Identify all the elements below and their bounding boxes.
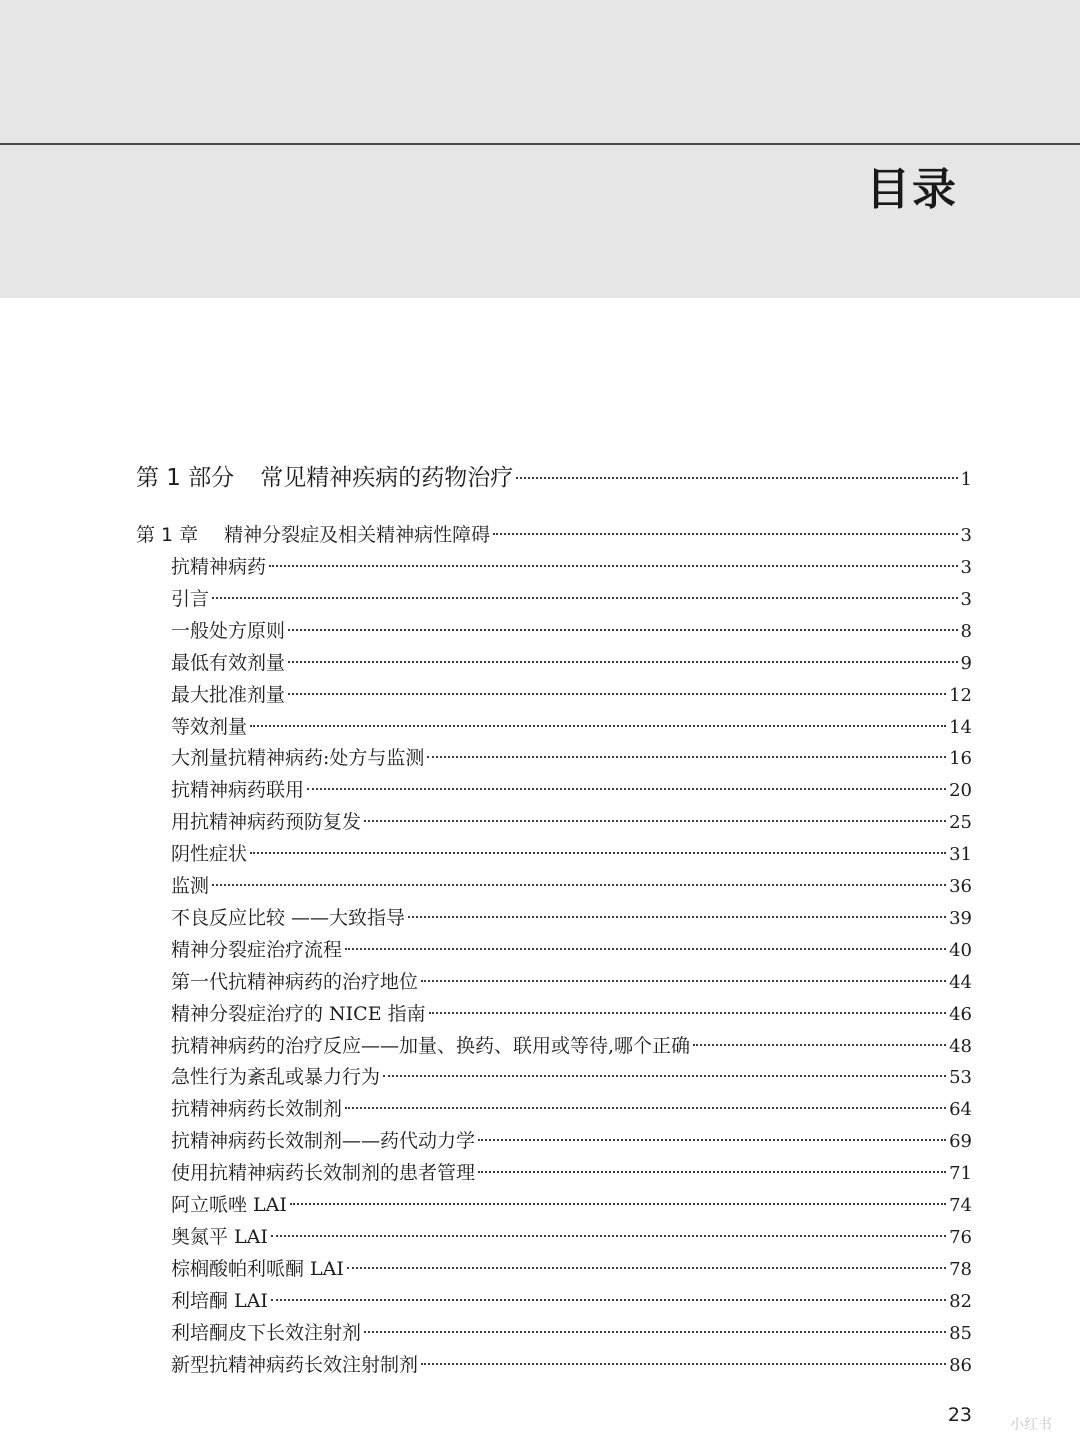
toc-entry-page: 74 (949, 1195, 972, 1216)
toc-entry-title: 奥氮平 LAI (171, 1225, 268, 1248)
toc-entry-page: 16 (949, 748, 972, 770)
toc-entry-page: 36 (949, 876, 972, 897)
toc-entry-page: 39 (949, 907, 972, 929)
toc-entry-title: 利培酮皮下长效注射剂 (171, 1321, 362, 1344)
dot-leader (421, 1363, 946, 1365)
dot-leader (421, 980, 946, 982)
toc-entry-page: 64 (949, 1099, 972, 1121)
toc-part-title: 常见精神疾病的药物治疗 (260, 465, 514, 491)
dot-leader (364, 1331, 946, 1333)
dot-leader (364, 820, 946, 822)
toc-entry-page: 71 (949, 1163, 972, 1185)
dot-leader (288, 661, 958, 663)
toc-entry[interactable] (171, 1350, 972, 1377)
toc-entry-page: 12 (949, 684, 972, 706)
toc-entry-title: 引言 (171, 587, 210, 610)
toc-entry-title: 抗精神病药长效制剂——药代动力学 (171, 1130, 476, 1153)
page-number: 23 (947, 1404, 972, 1426)
toc-entry[interactable] (171, 712, 972, 739)
toc-entry-page: 20 (949, 780, 972, 802)
toc-entry-page: 3 (960, 557, 972, 578)
toc-entry-page: 44 (949, 971, 972, 993)
toc-entry-page: 31 (949, 844, 972, 866)
toc-entry[interactable] (171, 1222, 972, 1249)
dot-leader (212, 884, 946, 886)
toc-entry[interactable] (171, 1094, 972, 1121)
toc-entry-page: 46 (949, 1003, 972, 1025)
toc-chapter-label (136, 520, 490, 547)
page-title: 目录 (866, 164, 958, 215)
toc-entry-title: 利培酮 LAI (171, 1289, 268, 1312)
dot-leader (693, 1044, 946, 1046)
toc-entry[interactable] (171, 1126, 972, 1153)
toc-entry-page: 25 (949, 812, 972, 834)
dot-leader (383, 1075, 946, 1077)
toc-entry[interactable] (171, 967, 972, 994)
toc-entry[interactable] (171, 1062, 972, 1089)
toc-chapter-row[interactable] (136, 520, 972, 547)
dot-leader (288, 693, 946, 695)
dot-leader (269, 565, 958, 567)
dot-leader (345, 948, 946, 950)
toc-entry-title: 抗精神病药的治疗反应——加量、换药、联用或等待,哪个正确 (171, 1034, 691, 1057)
toc-entry[interactable] (171, 871, 972, 898)
toc-entry-title: 新型抗精神病药长效注射制剂 (171, 1353, 419, 1376)
dot-leader (478, 1139, 946, 1141)
toc-entry-title: 急性行为紊乱或暴力行为 (171, 1066, 381, 1089)
toc-entry[interactable] (171, 616, 972, 643)
toc-entry-title: 用抗精神病药预防复发 (171, 811, 362, 834)
toc-entry-title: 阴性症状 (171, 843, 248, 866)
toc-entry[interactable] (171, 1190, 972, 1217)
toc-entry-title: 不良反应比较 ——大致指导 (171, 906, 406, 929)
dot-leader (212, 597, 958, 599)
toc-entry-title: 棕榈酸帕利哌酮 LAI (171, 1257, 344, 1280)
toc-entry-page: 85 (949, 1322, 972, 1344)
watermark-logo: 小红书 (1010, 1417, 1052, 1433)
toc-entry-title: 抗精神病药 (171, 556, 267, 578)
dot-leader (408, 916, 946, 918)
toc-entry[interactable] (171, 807, 972, 834)
toc-entry-title: 最低有效剂量 (171, 651, 286, 674)
toc-entry[interactable] (171, 903, 972, 930)
toc-entry[interactable] (171, 648, 972, 675)
toc-entry[interactable] (171, 743, 972, 770)
toc-entry[interactable] (171, 999, 972, 1026)
toc-entry[interactable] (171, 1158, 972, 1185)
dot-leader (307, 788, 946, 790)
toc-entry[interactable] (171, 680, 972, 707)
toc-entry-page: 3 (960, 588, 972, 610)
toc-entry-page: 48 (949, 1035, 972, 1057)
toc-part-row[interactable] (136, 459, 972, 492)
toc-entry-page: 9 (960, 652, 972, 674)
toc-part-label (136, 459, 513, 492)
toc-entry-title: 大剂量抗精神病药:处方与监测 (171, 747, 425, 770)
dot-leader (493, 533, 957, 535)
toc-entry[interactable] (171, 1031, 972, 1058)
toc-entry-title: 最大批准剂量 (171, 683, 286, 706)
toc-entry[interactable] (171, 584, 972, 611)
toc-entry[interactable] (171, 775, 972, 802)
toc-entry[interactable] (171, 1318, 972, 1345)
toc-entry-title: 精神分裂症治疗的 NICE 指南 (171, 1002, 426, 1025)
toc-entry-title: 抗精神病药长效制剂 (171, 1098, 343, 1121)
toc-entry-title: 一般处方原则 (171, 619, 286, 642)
dot-leader (345, 1107, 946, 1109)
toc-chapter-title: 精神分裂症及相关精神病性障碍 (224, 524, 491, 546)
toc-part-number: 第 1 部分 (136, 465, 235, 491)
toc-entry[interactable] (171, 1286, 972, 1313)
dot-leader (429, 1012, 946, 1014)
dot-leader (271, 1299, 946, 1301)
dot-leader (288, 629, 958, 631)
toc-entry[interactable] (171, 839, 972, 866)
toc-part-page: 1 (960, 469, 972, 490)
toc-chapter-page: 3 (960, 525, 972, 546)
toc-entry-title: 监测 (171, 875, 210, 897)
dot-leader (427, 756, 946, 758)
dot-leader (290, 1203, 946, 1205)
toc-entry-page: 76 (949, 1226, 972, 1248)
dot-leader (250, 852, 946, 854)
dot-leader (516, 477, 957, 479)
toc-entry-page: 53 (949, 1067, 972, 1089)
toc-entry[interactable] (171, 935, 972, 962)
dot-leader (347, 1267, 946, 1269)
toc-entry-page: 14 (949, 716, 972, 738)
toc-entry-title: 精神分裂症治疗流程 (171, 938, 343, 961)
toc-entry-page: 86 (949, 1354, 972, 1376)
toc-entry-title: 阿立哌唑 LAI (171, 1194, 287, 1216)
toc-entry[interactable] (171, 1254, 972, 1281)
toc-entry-title: 抗精神病药联用 (171, 779, 305, 802)
toc-entry-page: 78 (949, 1258, 972, 1280)
toc-entry-title: 第一代抗精神病药的治疗地位 (171, 970, 419, 993)
dot-leader (271, 1235, 946, 1237)
toc-entry-page: 82 (949, 1290, 972, 1312)
toc-entry-page: 40 (949, 939, 972, 961)
toc-chapter-number: 第 1 章 (136, 524, 199, 546)
toc-entry[interactable] (171, 552, 972, 579)
toc-entry-page: 69 (949, 1131, 972, 1153)
dot-leader (250, 725, 946, 727)
dot-leader (478, 1171, 946, 1173)
toc-entry-title: 等效剂量 (171, 715, 248, 738)
toc-entry-title: 使用抗精神病药长效制剂的患者管理 (171, 1162, 476, 1185)
toc-entry-page: 8 (960, 620, 972, 642)
